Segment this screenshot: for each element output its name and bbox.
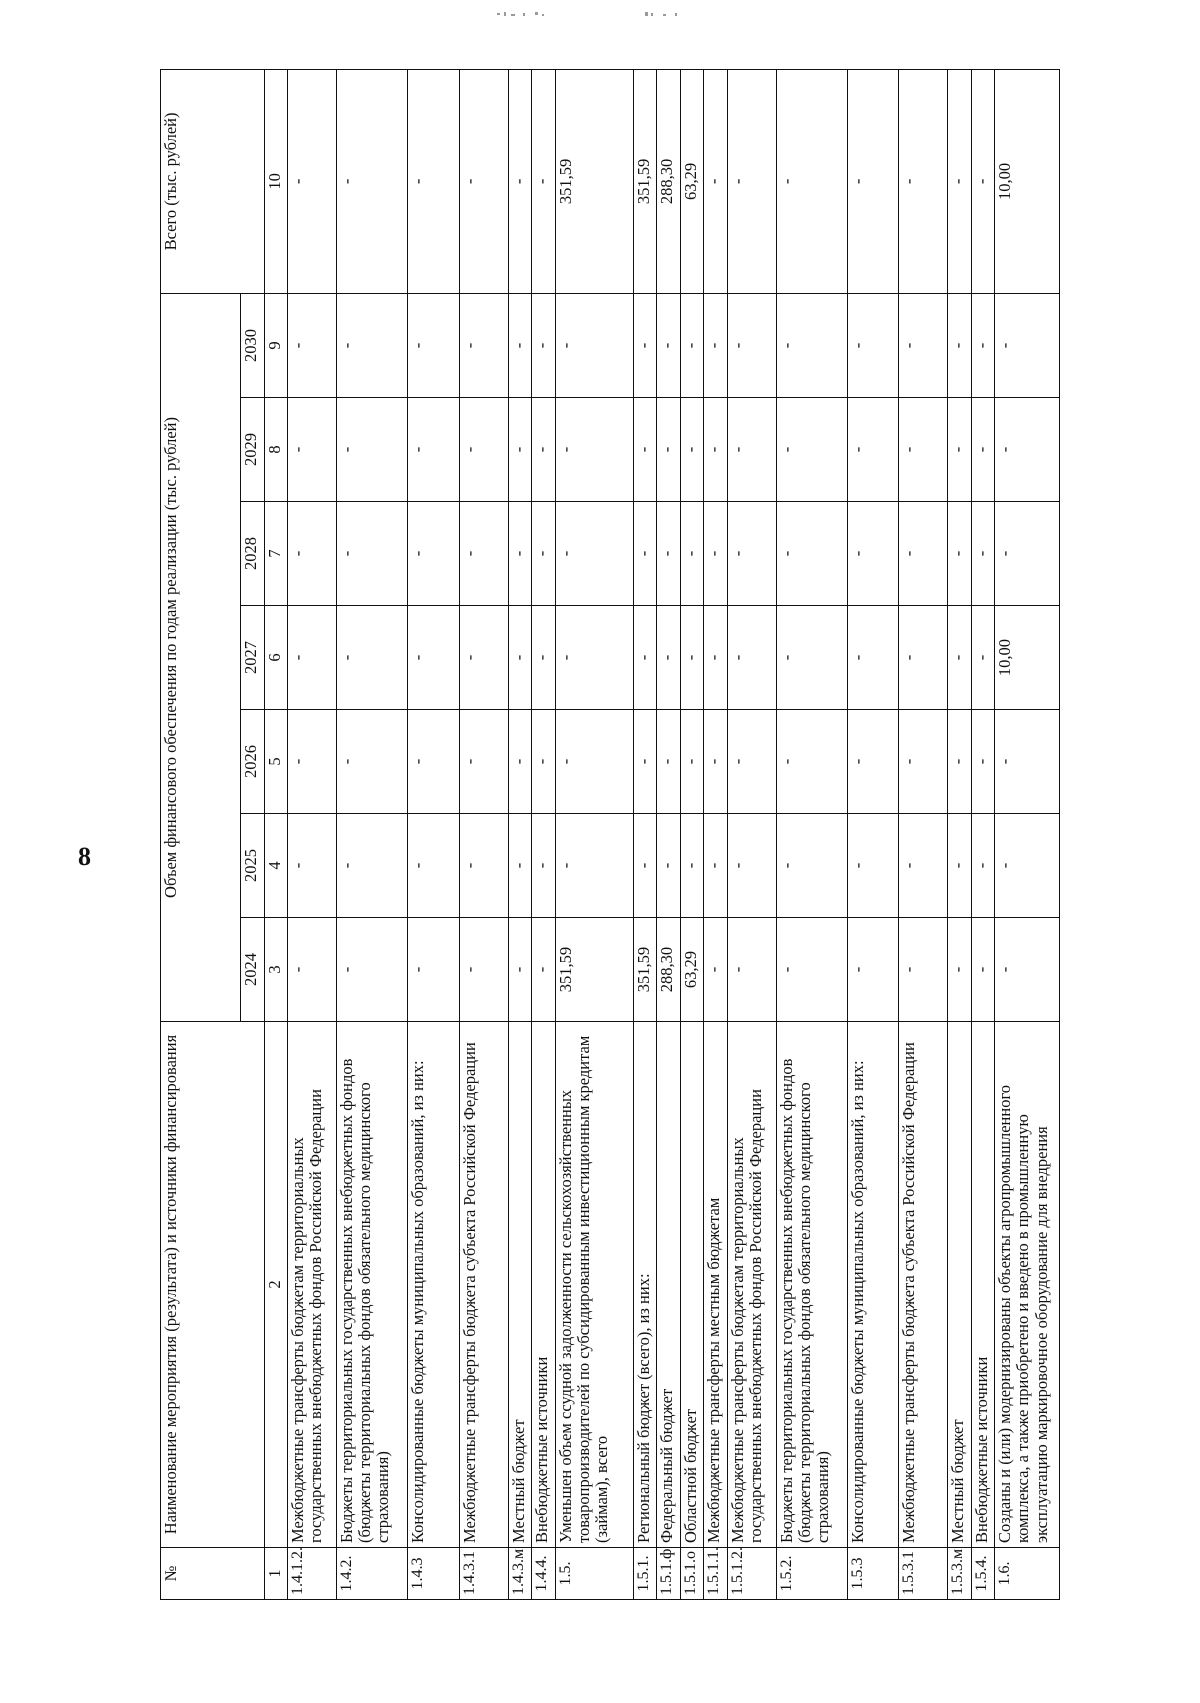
row-year-value: -	[532, 502, 556, 606]
row-name: Межбюджетные трансферты бюджета субъекта Российской Федерации	[899, 1022, 948, 1548]
row-total-value: -	[848, 69, 899, 293]
col-index: 8	[264, 398, 288, 502]
row-year-value: -	[408, 918, 459, 1022]
row-total-value: -	[288, 69, 337, 293]
row-year-value: -	[776, 293, 847, 397]
table-row	[288, 69, 337, 1599]
header-row-main	[161, 69, 241, 1599]
row-name: Межбюджетные трансферты бюджета субъекта Российской Федерации	[459, 1022, 508, 1548]
row-year-value: -	[459, 710, 508, 814]
table-row	[459, 69, 508, 1599]
table-row	[704, 69, 728, 1599]
table-row	[633, 69, 657, 1599]
row-total-value: -	[532, 69, 556, 293]
row-total-value: -	[899, 69, 948, 293]
row-year-value: -	[727, 398, 776, 502]
row-year-value: -	[555, 814, 633, 918]
row-name: Областной бюджет	[680, 1022, 704, 1548]
row-year-value: -	[680, 398, 704, 502]
row-year-value: -	[727, 814, 776, 918]
col-index: 2	[264, 1022, 288, 1548]
row-total-value: 288,30	[657, 69, 681, 293]
table-row	[408, 69, 459, 1599]
row-total-value: -	[776, 69, 847, 293]
financing-table	[160, 69, 1060, 1600]
col-index: 9	[264, 293, 288, 397]
row-year-value: -	[899, 398, 948, 502]
row-year-value: -	[532, 606, 556, 710]
page-number: 8	[78, 842, 91, 871]
table-row	[948, 69, 972, 1599]
row-year-value: -	[337, 710, 408, 814]
row-year-value: -	[337, 918, 408, 1022]
row-year-value: -	[899, 710, 948, 814]
row-year-value: -	[408, 710, 459, 814]
row-total-value: -	[727, 69, 776, 293]
row-year-value: -	[555, 606, 633, 710]
table-row	[680, 69, 704, 1599]
row-year-value: -	[459, 293, 508, 397]
row-year-value: -	[899, 918, 948, 1022]
row-year-value: -	[971, 918, 995, 1022]
row-year-value: -	[995, 918, 1060, 1022]
row-year-value: -	[704, 814, 728, 918]
table-row	[508, 69, 532, 1599]
row-year-value: -	[657, 710, 681, 814]
row-year-value: -	[899, 606, 948, 710]
row-year-value: -	[337, 814, 408, 918]
header-funding: Объем финансового обеспечения по годам реализации (тыс. рублей)	[161, 293, 241, 1021]
row-year-value: 288,30	[657, 918, 681, 1022]
row-year-value: -	[459, 918, 508, 1022]
row-name: Уменьшен объем ссудной задолженности сельскохозяйственных товаропроизводителей по субсидированным инвестиционным кредитам (займам), всего	[555, 1022, 633, 1548]
row-total-value: -	[704, 69, 728, 293]
table-row	[657, 69, 681, 1599]
table-row	[337, 69, 408, 1599]
row-year-value: -	[288, 814, 337, 918]
row-year-value: -	[555, 502, 633, 606]
row-number: 1.5.1.1.	[704, 1548, 728, 1600]
row-year-value: -	[948, 398, 972, 502]
row-year-value: -	[848, 293, 899, 397]
table-row	[899, 69, 948, 1599]
row-year-value: -	[288, 710, 337, 814]
row-year-value: -	[776, 606, 847, 710]
row-year-value: -	[680, 293, 704, 397]
row-year-value: -	[657, 398, 681, 502]
header-year: 2030	[241, 293, 265, 397]
row-name: Межбюджетные трансферты бюджетам территориальных государственных внебюджетных фондов Российской Федерации	[288, 1022, 337, 1548]
col-index: 4	[264, 814, 288, 918]
row-year-value: -	[704, 606, 728, 710]
row-year-value: 10,00	[995, 606, 1060, 710]
row-year-value: -	[704, 398, 728, 502]
row-year-value: -	[704, 710, 728, 814]
row-year-value: -	[633, 293, 657, 397]
row-name: Межбюджетные трансферты местным бюджетам	[704, 1022, 728, 1548]
row-name: Федеральный бюджет	[657, 1022, 681, 1548]
row-year-value: -	[899, 502, 948, 606]
row-year-value: -	[727, 502, 776, 606]
row-name: Бюджеты территориальных государственных внебюджетных фондов (бюджеты территориальных фондов обязательного медицинского страхования)	[776, 1022, 847, 1548]
col-index: 10	[264, 69, 288, 293]
row-number: 1.5.3.м	[948, 1548, 972, 1600]
table-row	[727, 69, 776, 1599]
row-year-value: -	[776, 502, 847, 606]
row-name: Бюджеты территориальных государственных внебюджетных фондов (бюджеты территориальных фондов обязательного медицинского страхования)	[337, 1022, 408, 1548]
row-year-value: -	[508, 814, 532, 918]
row-year-value: -	[337, 606, 408, 710]
row-year-value: -	[776, 918, 847, 1022]
row-year-value: -	[532, 293, 556, 397]
row-year-value: -	[971, 606, 995, 710]
row-number: 1.5.3	[848, 1548, 899, 1600]
row-year-value: -	[555, 398, 633, 502]
row-name: Межбюджетные трансферты бюджетам территориальных государственных внебюджетных фондов Российской Федерации	[727, 1022, 776, 1548]
rotated-table-container	[160, 70, 1060, 1600]
row-year-value: -	[633, 814, 657, 918]
col-index: 5	[264, 710, 288, 814]
row-year-value: -	[948, 293, 972, 397]
col-index: 7	[264, 502, 288, 606]
table-row	[555, 69, 633, 1599]
row-number: 1.5.4.	[971, 1548, 995, 1600]
row-number: 1.4.3	[408, 1548, 459, 1600]
row-name: Местный бюджет	[508, 1022, 532, 1548]
row-year-value: -	[288, 606, 337, 710]
row-year-value: -	[633, 398, 657, 502]
header-year: 2024	[241, 918, 265, 1022]
header-year: 2029	[241, 398, 265, 502]
row-year-value: -	[948, 710, 972, 814]
row-number: 1.4.2.	[337, 1548, 408, 1600]
row-year-value: -	[848, 918, 899, 1022]
row-year-value: -	[657, 293, 681, 397]
row-year-value: -	[727, 606, 776, 710]
row-year-value: -	[971, 814, 995, 918]
row-year-value: -	[727, 918, 776, 1022]
scan-noise-marks	[495, 8, 725, 22]
row-number: 1.5.3.1	[899, 1548, 948, 1600]
row-number: 1.5.2.	[776, 1548, 847, 1600]
header-row-indices	[264, 69, 288, 1599]
row-total-value: -	[459, 69, 508, 293]
row-year-value: -	[995, 398, 1060, 502]
row-year-value: -	[971, 293, 995, 397]
row-number: 1.5.1.2.	[727, 1548, 776, 1600]
row-year-value: -	[776, 814, 847, 918]
row-year-value: -	[337, 502, 408, 606]
row-year-value: -	[727, 710, 776, 814]
row-year-value: -	[680, 710, 704, 814]
row-total-value: 63,29	[680, 69, 704, 293]
row-total-value: 351,59	[555, 69, 633, 293]
row-year-value: -	[633, 710, 657, 814]
row-total-value: -	[337, 69, 408, 293]
row-year-value: -	[633, 606, 657, 710]
row-year-value: -	[532, 918, 556, 1022]
header-year: 2026	[241, 710, 265, 814]
row-year-value: -	[408, 502, 459, 606]
row-year-value: -	[408, 606, 459, 710]
row-total-value: -	[971, 69, 995, 293]
row-year-value: -	[532, 398, 556, 502]
row-year-value: -	[508, 710, 532, 814]
row-year-value: -	[971, 502, 995, 606]
row-year-value: -	[633, 502, 657, 606]
row-year-value: -	[680, 606, 704, 710]
row-total-value: -	[948, 69, 972, 293]
row-year-value: -	[776, 710, 847, 814]
header-year: 2028	[241, 502, 265, 606]
col-index: 1	[264, 1548, 288, 1600]
row-year-value: -	[848, 502, 899, 606]
row-total-value: 351,59	[633, 69, 657, 293]
row-name: Внебюджетные источники	[532, 1022, 556, 1548]
row-year-value: -	[948, 814, 972, 918]
row-year-value: -	[532, 814, 556, 918]
row-year-value: -	[899, 814, 948, 918]
row-year-value: -	[532, 710, 556, 814]
row-year-value: -	[680, 814, 704, 918]
header-num: №	[161, 1548, 265, 1600]
row-year-value: -	[508, 918, 532, 1022]
row-name: Внебюджетные источники	[971, 1022, 995, 1548]
row-year-value: 351,59	[633, 918, 657, 1022]
row-year-value: -	[337, 398, 408, 502]
row-year-value: -	[948, 502, 972, 606]
row-year-value: -	[555, 293, 633, 397]
row-year-value: -	[848, 606, 899, 710]
table-row	[532, 69, 556, 1599]
row-name: Созданы и (или) модернизированы объекты агропромышленного комплекса, а также приобретено и введено в промышленную эксплуатацию маркировочное оборудование для внедрения	[995, 1022, 1060, 1548]
row-year-value: -	[776, 398, 847, 502]
row-year-value: -	[337, 293, 408, 397]
row-year-value: -	[288, 918, 337, 1022]
table-row	[776, 69, 847, 1599]
row-number: 1.5.1.	[633, 1548, 657, 1600]
row-year-value: -	[995, 814, 1060, 918]
row-number: 1.6.	[995, 1548, 1060, 1600]
header-year: 2025	[241, 814, 265, 918]
row-number: 1.5.	[555, 1548, 633, 1600]
row-total-value: -	[508, 69, 532, 293]
row-number: 1.4.1.2.	[288, 1548, 337, 1600]
row-year-value: -	[459, 606, 508, 710]
row-year-value: -	[459, 398, 508, 502]
row-year-value: -	[848, 710, 899, 814]
row-year-value: -	[899, 293, 948, 397]
row-total-value: 10,00	[995, 69, 1060, 293]
row-year-value: -	[848, 814, 899, 918]
row-year-value: -	[408, 814, 459, 918]
row-year-value: -	[704, 293, 728, 397]
row-year-value: -	[508, 606, 532, 710]
header-total: Всего (тыс. рублей)	[161, 69, 265, 293]
row-year-value: -	[995, 502, 1060, 606]
row-name: Местный бюджет	[948, 1022, 972, 1548]
header-year: 2027	[241, 606, 265, 710]
row-year-value: -	[727, 293, 776, 397]
table-row	[995, 69, 1060, 1599]
row-number: 1.4.3.1	[459, 1548, 508, 1600]
row-total-value: -	[408, 69, 459, 293]
row-year-value: -	[995, 293, 1060, 397]
row-year-value: -	[508, 398, 532, 502]
row-year-value: -	[995, 710, 1060, 814]
table-row	[848, 69, 899, 1599]
row-year-value: -	[508, 293, 532, 397]
row-name: Консолидированные бюджеты муниципальных образований, из них:	[848, 1022, 899, 1548]
row-name: Консолидированные бюджеты муниципальных образований, из них:	[408, 1022, 459, 1548]
row-number: 1.5.1.о	[680, 1548, 704, 1600]
row-number: 1.4.3.м	[508, 1548, 532, 1600]
row-number: 1.4.4.	[532, 1548, 556, 1600]
row-year-value: -	[680, 502, 704, 606]
row-year-value: 351,59	[555, 918, 633, 1022]
col-index: 6	[264, 606, 288, 710]
row-year-value: 63,29	[680, 918, 704, 1022]
row-year-value: -	[657, 814, 681, 918]
row-year-value: -	[408, 398, 459, 502]
row-year-value: -	[288, 398, 337, 502]
row-year-value: -	[508, 502, 532, 606]
row-name: Региональный бюджет (всего), из них:	[633, 1022, 657, 1548]
row-year-value: -	[657, 502, 681, 606]
row-year-value: -	[948, 606, 972, 710]
row-year-value: -	[555, 710, 633, 814]
row-year-value: -	[704, 502, 728, 606]
row-year-value: -	[848, 398, 899, 502]
row-year-value: -	[704, 918, 728, 1022]
row-year-value: -	[408, 293, 459, 397]
row-year-value: -	[459, 502, 508, 606]
row-year-value: -	[971, 398, 995, 502]
col-index: 3	[264, 918, 288, 1022]
row-year-value: -	[459, 814, 508, 918]
row-year-value: -	[657, 606, 681, 710]
header-name: Наименование мероприятия (результата) и источники финансирования	[161, 1022, 265, 1548]
row-year-value: -	[948, 918, 972, 1022]
row-number: 1.5.1.ф	[657, 1548, 681, 1600]
row-year-value: -	[288, 293, 337, 397]
table-row	[971, 69, 995, 1599]
row-year-value: -	[971, 710, 995, 814]
row-year-value: -	[288, 502, 337, 606]
